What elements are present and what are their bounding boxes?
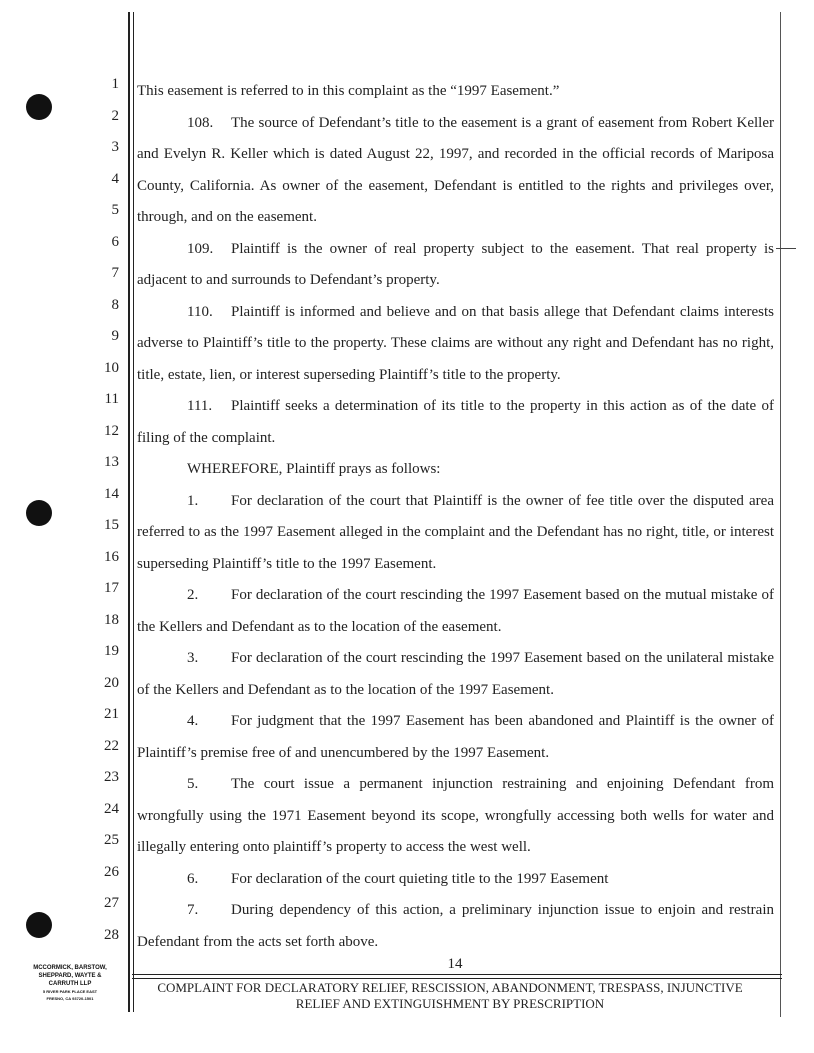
prayer-text: For declaration of the court quieting title to the 1997 Easement xyxy=(231,870,609,887)
paragraph-number: 110. xyxy=(187,303,213,320)
prayer-item-1 xyxy=(137,486,774,581)
pleading-line-numbers xyxy=(95,76,119,958)
prayer-number: 2. xyxy=(187,587,199,603)
prayer-text: For judgment that the 1997 Easement has been abandoned and Plaintiff is the owner of Plaintiff’s premise free of and unencumbered by the 1997 Easement. xyxy=(137,713,774,761)
line-number: 21 xyxy=(104,706,119,722)
footer-title-line: RELIEF AND EXTINGUISHMENT BY PRESCRIPTION xyxy=(295,996,605,1011)
left-margin-rule xyxy=(128,12,130,1012)
prayer-item-6 xyxy=(137,864,774,896)
line-number: 11 xyxy=(104,391,119,407)
law-firm-block xyxy=(18,964,122,1002)
prayer-item-4 xyxy=(137,706,774,769)
wherefore-clause: WHEREFORE, Plaintiff prays as follows: xyxy=(187,461,441,477)
line-number: 15 xyxy=(104,517,119,533)
line-number: 7 xyxy=(111,265,119,281)
line-number: 6 xyxy=(111,233,119,250)
firm-address-line: 5 RIVER PARK PLACE EAST xyxy=(42,989,98,994)
page-number: 14 xyxy=(447,956,463,972)
line-number: 23 xyxy=(104,769,119,785)
line-number: 16 xyxy=(104,548,119,565)
prayer-text: For declaration of the court that Plaintiff is the owner of fee title over the disputed area referred to as the 1997 Easement alleged in the complaint and the Defendant has no right, title, or interest superseding Plaintiff’s title to the 1997 Easement. xyxy=(137,492,774,572)
paragraph-109 xyxy=(137,234,774,297)
paragraph-1997-easement-definition: This easement is referred to in this complaint as the “1997 Easement.” xyxy=(137,83,560,99)
binder-hole xyxy=(26,94,52,120)
scan-mark xyxy=(776,248,796,249)
paragraph-110 xyxy=(137,297,774,392)
paragraph-text: Plaintiff is the owner of real property subject to the easement. That real property is adjacent to and surrounds to Defendant’s property. xyxy=(137,240,774,288)
line-number: 20 xyxy=(104,674,119,691)
paragraph-number: 109. xyxy=(187,240,214,257)
left-margin-rule-inner xyxy=(133,12,134,1012)
line-number: 2 xyxy=(111,107,119,124)
line-number: 22 xyxy=(104,737,119,754)
footer-title-line: COMPLAINT FOR DECLARATORY RELIEF, RESCISSION, ABANDONMENT, TRESPASS, INJUNCTIVE xyxy=(157,980,743,995)
prayer-number: 4. xyxy=(187,713,199,729)
prayer-text: For declaration of the court rescinding the 1997 Easement based on the unilateral mistake of the Kellers and Defendant as to the location of the 1997 Easement. xyxy=(137,650,774,698)
line-number: 18 xyxy=(104,611,119,628)
line-number: 1 xyxy=(111,76,119,92)
prayer-text: The court issue a permanent injunction restraining and enjoining Defendant from wrongfully using the 1971 Easement beyond its scope, wrongfully accessing both wells for water and illegally entering onto plaintiff’s property to access the west well. xyxy=(137,776,774,855)
firm-name-line: CARRUTH LLP xyxy=(48,981,92,987)
footer-document-title xyxy=(140,980,760,1012)
prayer-item-3 xyxy=(137,643,774,706)
prayer-item-5 xyxy=(137,769,774,864)
line-number: 3 xyxy=(111,139,119,155)
paragraph-number: 108. xyxy=(187,114,214,131)
binder-hole xyxy=(26,500,52,526)
line-number: 12 xyxy=(104,422,119,439)
prayer-item-7 xyxy=(137,895,774,958)
paragraph-text: Plaintiff is informed and believe and on that basis allege that Defendant claims interests adverse to Plaintiff’s title to the property. These claims are without any right and Defendant has no right, title, estate, lien, or interest superseding Plaintiff’s title to the property. xyxy=(137,303,774,383)
line-number: 4 xyxy=(111,170,119,187)
paragraph-text: Plaintiff seeks a determination of its title to the property in this action as of the date of filing of the complaint. xyxy=(137,398,774,446)
line-number: 28 xyxy=(104,926,119,943)
paragraph-111 xyxy=(137,391,774,454)
line-number: 8 xyxy=(111,296,119,313)
prayer-item-2 xyxy=(137,580,774,643)
line-number: 9 xyxy=(111,328,119,344)
prayer-number: 6. xyxy=(187,870,199,887)
paragraph-number: 111. xyxy=(187,398,213,414)
paragraph-text: The source of Defendant’s title to the easement is a grant of easement from Robert Keller and Evelyn R. Keller which is dated August 22, 1997, and recorded in the official records of Mariposa County, California. As owner of the easement, Defendant is entitled to the rights and privileges over, through, and on the easement. xyxy=(137,114,774,225)
firm-name-line: SHEPPARD, WAYTE & xyxy=(38,973,102,979)
firm-city-line: FRESNO, CA 93720-1501 xyxy=(46,996,94,1001)
right-margin-rule xyxy=(780,12,781,1017)
line-number: 27 xyxy=(104,895,119,911)
binder-hole xyxy=(26,912,52,938)
line-number: 10 xyxy=(104,359,119,376)
prayer-text: During dependency of this action, a preliminary injunction issue to enjoin and restrain Defendant from the acts set forth above. xyxy=(137,902,774,950)
line-number: 24 xyxy=(104,800,119,817)
line-number: 26 xyxy=(104,863,119,880)
prayer-number: 5. xyxy=(187,776,199,792)
line-number: 5 xyxy=(111,202,119,218)
prayer-text: For declaration of the court rescinding the 1997 Easement based on the mutual mistake of the Kellers and Defendant as to the location of the easement. xyxy=(137,587,774,635)
line-number: 19 xyxy=(104,643,119,659)
line-number: 13 xyxy=(104,454,119,470)
line-number: 25 xyxy=(104,832,119,848)
prayer-number: 1. xyxy=(187,492,199,509)
footer-rule-double xyxy=(132,978,782,979)
line-number: 14 xyxy=(104,485,119,502)
prayer-number: 7. xyxy=(187,902,199,918)
paragraph-108 xyxy=(137,108,774,234)
line-number: 17 xyxy=(104,580,119,596)
prayer-number: 3. xyxy=(187,650,199,666)
firm-name-line: MCCORMICK, BARSTOW, xyxy=(33,965,107,971)
complaint-body xyxy=(137,76,774,958)
footer-rule xyxy=(132,974,782,975)
